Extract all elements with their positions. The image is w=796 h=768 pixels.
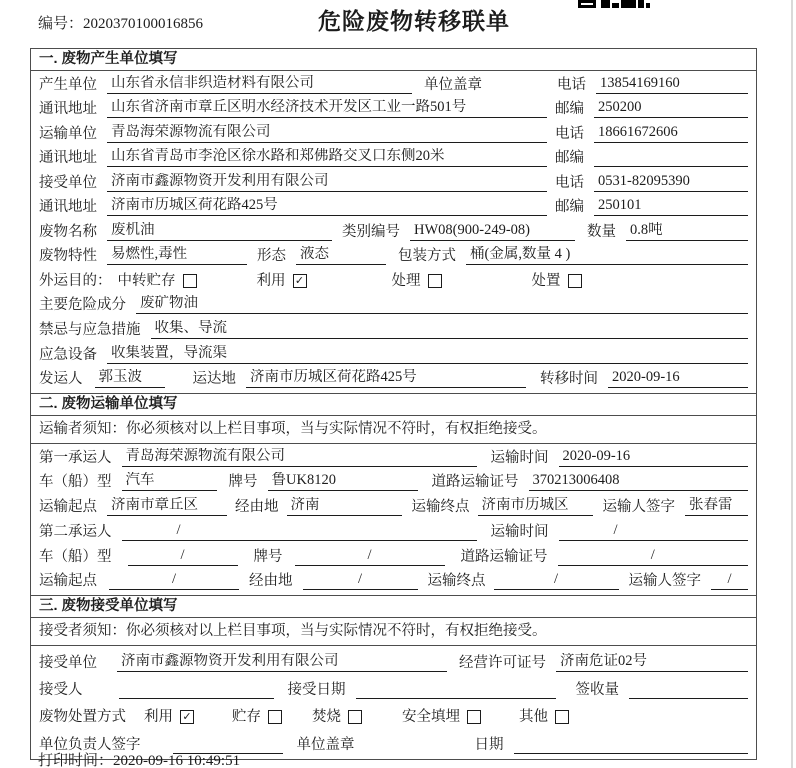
checkbox-label: 焚烧 — [312, 709, 341, 726]
field-value: 370213006408 — [529, 472, 749, 491]
checkbox-label: 安全填埋 — [402, 709, 460, 726]
field-label: 电话 — [555, 125, 584, 142]
field-label: 签收量 — [575, 682, 619, 699]
field-value: 济南 — [287, 497, 402, 516]
form-row — [39, 268, 748, 293]
field-label: 经由地 — [249, 573, 293, 590]
field-value: 济南市鑫源物资开发利用有限公司 — [107, 173, 547, 192]
field-value: 济南市历城区 — [478, 497, 593, 516]
checkbox-label: 处置 — [531, 272, 561, 289]
section-heading: 三. 废物接受单位填写 — [31, 595, 756, 618]
field-label: 车（船）型 — [39, 548, 112, 565]
field-value: 250200 — [594, 99, 748, 118]
field-label: 电话 — [557, 76, 586, 93]
field-label: 废物名称 — [39, 223, 97, 240]
form-row — [39, 494, 748, 519]
field-label: 废物特性 — [39, 248, 97, 265]
field-value: 2020-09-16 — [559, 448, 749, 467]
field-label: 运输人签字 — [628, 573, 701, 590]
field-label: 运输单位 — [39, 125, 97, 142]
manifest-form — [30, 48, 757, 760]
field-value — [594, 165, 748, 167]
checkbox-unchecked-icon — [467, 710, 481, 724]
field-label: 产生单位 — [39, 76, 97, 93]
field-label: 运输时间 — [490, 449, 549, 466]
form-row — [39, 170, 748, 195]
field-label: 运输人签字 — [602, 499, 675, 516]
field-label: 牌号 — [253, 548, 283, 565]
checkbox-unchecked-icon — [428, 274, 442, 288]
field-label: 接受单位 — [39, 174, 97, 191]
form-row — [39, 244, 748, 269]
field-label: 道路运输证号 — [460, 548, 548, 565]
field-label: 主要危险成分 — [39, 297, 126, 314]
checkbox-label: 利用 — [144, 709, 173, 726]
field-label: 运输起点 — [39, 499, 97, 516]
section-rows — [31, 444, 756, 595]
form-row — [39, 544, 748, 569]
page-edge-divider — [791, 0, 793, 768]
form-row — [39, 146, 748, 171]
checkbox-label: 中转贮存 — [117, 272, 176, 289]
field-label: 接受人 — [39, 682, 83, 699]
field-value: 汽车 — [122, 472, 217, 491]
form-row — [39, 317, 748, 342]
field-value: 收集、导流 — [151, 320, 749, 339]
field-label: 运输起点 — [39, 573, 97, 590]
section-heading: 一. 废物产生单位填写 — [31, 49, 756, 71]
field-label: 邮编 — [555, 101, 584, 118]
checkbox-field — [532, 272, 582, 290]
receiver-notice: 接受者须知：你必须核对以上栏目事项，当与实际情况不符时，有权拒绝接受。 — [31, 618, 756, 646]
field-value: / — [558, 547, 749, 566]
field-label: 牌号 — [228, 474, 258, 491]
field-value: 易燃性,毒性 — [107, 246, 247, 265]
field-value: 13854169160 — [596, 75, 748, 94]
field-label: 道路运输证号 — [431, 474, 519, 491]
field-value: 0531-82095390 — [594, 173, 748, 192]
form-row — [39, 367, 748, 392]
field-value: / — [711, 571, 748, 590]
field-label: 经由地 — [235, 499, 279, 516]
field-label: 数量 — [587, 223, 616, 240]
field-value: 山东省济南市章丘区明水经济技术开发区工业一路501号 — [107, 99, 547, 118]
form-row — [39, 97, 748, 122]
field-value: / — [109, 571, 239, 590]
field-label: 接受单位 — [39, 654, 97, 671]
field-label: 运输时间 — [490, 523, 549, 540]
field-value: HW08(900-249-08) — [410, 222, 575, 241]
field-label: 邮编 — [555, 199, 584, 216]
field-value: 山东省永信非织造材料有限公司 — [107, 75, 412, 94]
checkbox-field — [144, 708, 194, 726]
checkbox-unchecked-icon — [348, 710, 362, 724]
field-label: 经营许可证号 — [459, 654, 546, 671]
form-row — [39, 121, 748, 146]
field-value — [356, 697, 556, 699]
field-value: 收集装置，导流渠 — [107, 345, 748, 364]
field-value: / — [559, 522, 749, 541]
page-title: 危险废物转移联单 — [318, 8, 510, 34]
section-rows — [31, 71, 756, 393]
field-label: 运达地 — [192, 371, 236, 388]
field-value — [514, 752, 749, 754]
field-value: 济南市章丘区 — [107, 497, 227, 516]
form-row — [39, 219, 748, 244]
form-row — [39, 342, 748, 367]
section-rows — [31, 646, 756, 759]
field-label: 通讯地址 — [39, 199, 97, 216]
transporter-notice: 运输者须知：你必须核对以上栏目事项，当与实际情况不符时，有权拒绝接受。 — [31, 416, 756, 444]
checkbox-checked-icon: ✓ — [180, 710, 194, 724]
field-value: 18661672606 — [594, 124, 748, 143]
field-label: 第一承运人 — [39, 449, 112, 466]
form-row — [39, 519, 748, 544]
serial-number-line — [38, 12, 203, 33]
field-label: 外运目的： — [39, 272, 112, 289]
field-value: 2020-09-16 — [608, 369, 748, 388]
field-label: 单位负责人签字 — [39, 736, 141, 753]
qr-block — [601, 0, 610, 8]
form-row — [39, 569, 748, 594]
field-value: / — [295, 547, 445, 566]
checkbox-label: 其他 — [519, 709, 548, 726]
section-transport-unit — [31, 393, 756, 595]
checkbox-field — [232, 708, 282, 726]
checkbox-unchecked-icon — [555, 710, 569, 724]
section-receiver-unit — [31, 595, 756, 759]
qr-block — [638, 0, 644, 8]
checkbox-unchecked-icon — [568, 274, 582, 288]
field-label: 电话 — [555, 174, 584, 191]
field-value: / — [494, 571, 619, 590]
field-value: 废机油 — [107, 222, 332, 241]
field-value: 青岛海荣源物流有限公司 — [122, 448, 477, 467]
field-label: 应急设备 — [39, 346, 97, 363]
checkbox-field — [118, 272, 197, 290]
print-time-value: 2020-09-16 10:49:51 — [113, 753, 241, 768]
field-label: 运输终点 — [427, 573, 486, 590]
field-value — [119, 697, 274, 699]
form-row — [39, 675, 748, 702]
field-value: 桶(金属,数量 4 ) — [466, 246, 748, 265]
field-label: 邮编 — [555, 150, 584, 167]
field-label: 包装方式 — [398, 248, 456, 265]
field-label: 第二承运人 — [39, 523, 112, 540]
form-row — [39, 72, 748, 97]
field-value: 山东省青岛市李沧区徐水路和郑佛路交叉口东侧20米 — [107, 148, 547, 167]
field-label: 转移时间 — [540, 371, 598, 388]
qr-block — [646, 3, 650, 8]
field-label: 单位盖章 — [424, 76, 482, 93]
checkbox-unchecked-icon — [183, 274, 197, 288]
field-value: 鲁UK8120 — [268, 472, 418, 491]
form-row — [39, 647, 748, 674]
field-value: 液态 — [296, 246, 386, 265]
checkbox-field — [257, 272, 307, 290]
field-label: 类别编号 — [342, 223, 400, 240]
section-generator-unit — [31, 49, 756, 393]
field-value: / — [128, 547, 238, 566]
field-value: / — [122, 522, 477, 541]
checkbox-label: 处理 — [391, 272, 421, 289]
checkbox-label: 贮存 — [232, 709, 261, 726]
form-row — [39, 293, 748, 318]
field-value: 250101 — [594, 197, 748, 216]
serial-label: 编号： — [38, 16, 84, 32]
checkbox-field — [312, 708, 362, 726]
print-time-label: 打印时间： — [38, 753, 114, 768]
form-row — [39, 702, 748, 729]
checkbox-label: 利用 — [256, 272, 286, 289]
checkbox-field — [519, 708, 569, 726]
field-value: 济南市鑫源物资开发利用有限公司 — [117, 653, 447, 672]
field-value: 济南危证02号 — [556, 653, 748, 672]
field-label: 通讯地址 — [39, 150, 97, 167]
checkbox-field — [392, 272, 442, 290]
form-row — [39, 445, 748, 470]
qr-block — [578, 0, 596, 8]
field-label: 通讯地址 — [39, 101, 97, 118]
qr-block — [621, 0, 636, 8]
section-heading: 二. 废物运输单位填写 — [31, 393, 756, 416]
field-label: 形态 — [257, 248, 286, 265]
field-label: 废物处置方式 — [39, 709, 126, 726]
field-value: 张春雷 — [685, 497, 748, 516]
serial-value: 2020370100016856 — [83, 16, 204, 32]
field-label: 运输终点 — [411, 499, 470, 516]
form-row — [39, 470, 748, 495]
field-label: 日期 — [474, 736, 504, 753]
field-value: 青岛海荣源物流有限公司 — [107, 124, 547, 143]
qr-block — [612, 3, 619, 8]
field-value: 废矿物油 — [136, 295, 748, 314]
field-value: / — [303, 571, 418, 590]
field-value: 0.8吨 — [626, 222, 748, 241]
form-row — [39, 195, 748, 220]
checkbox-checked-icon: ✓ — [293, 274, 307, 288]
checkbox-unchecked-icon — [268, 710, 282, 724]
checkbox-field — [402, 708, 481, 726]
field-label: 接受日期 — [287, 682, 346, 699]
field-label: 车（船）型 — [39, 474, 112, 491]
field-label: 发运人 — [39, 371, 83, 388]
field-label: 禁忌与应急措施 — [39, 322, 141, 339]
field-value — [629, 697, 748, 699]
field-value: 济南市历城区荷花路425号 — [246, 369, 526, 388]
qr-code-fragment — [578, 0, 652, 9]
field-value: 郭玉波 — [95, 369, 165, 388]
field-value: 济南市历城区荷花路425号 — [107, 197, 547, 216]
print-timestamp — [38, 749, 240, 768]
field-label: 单位盖章 — [296, 736, 355, 753]
